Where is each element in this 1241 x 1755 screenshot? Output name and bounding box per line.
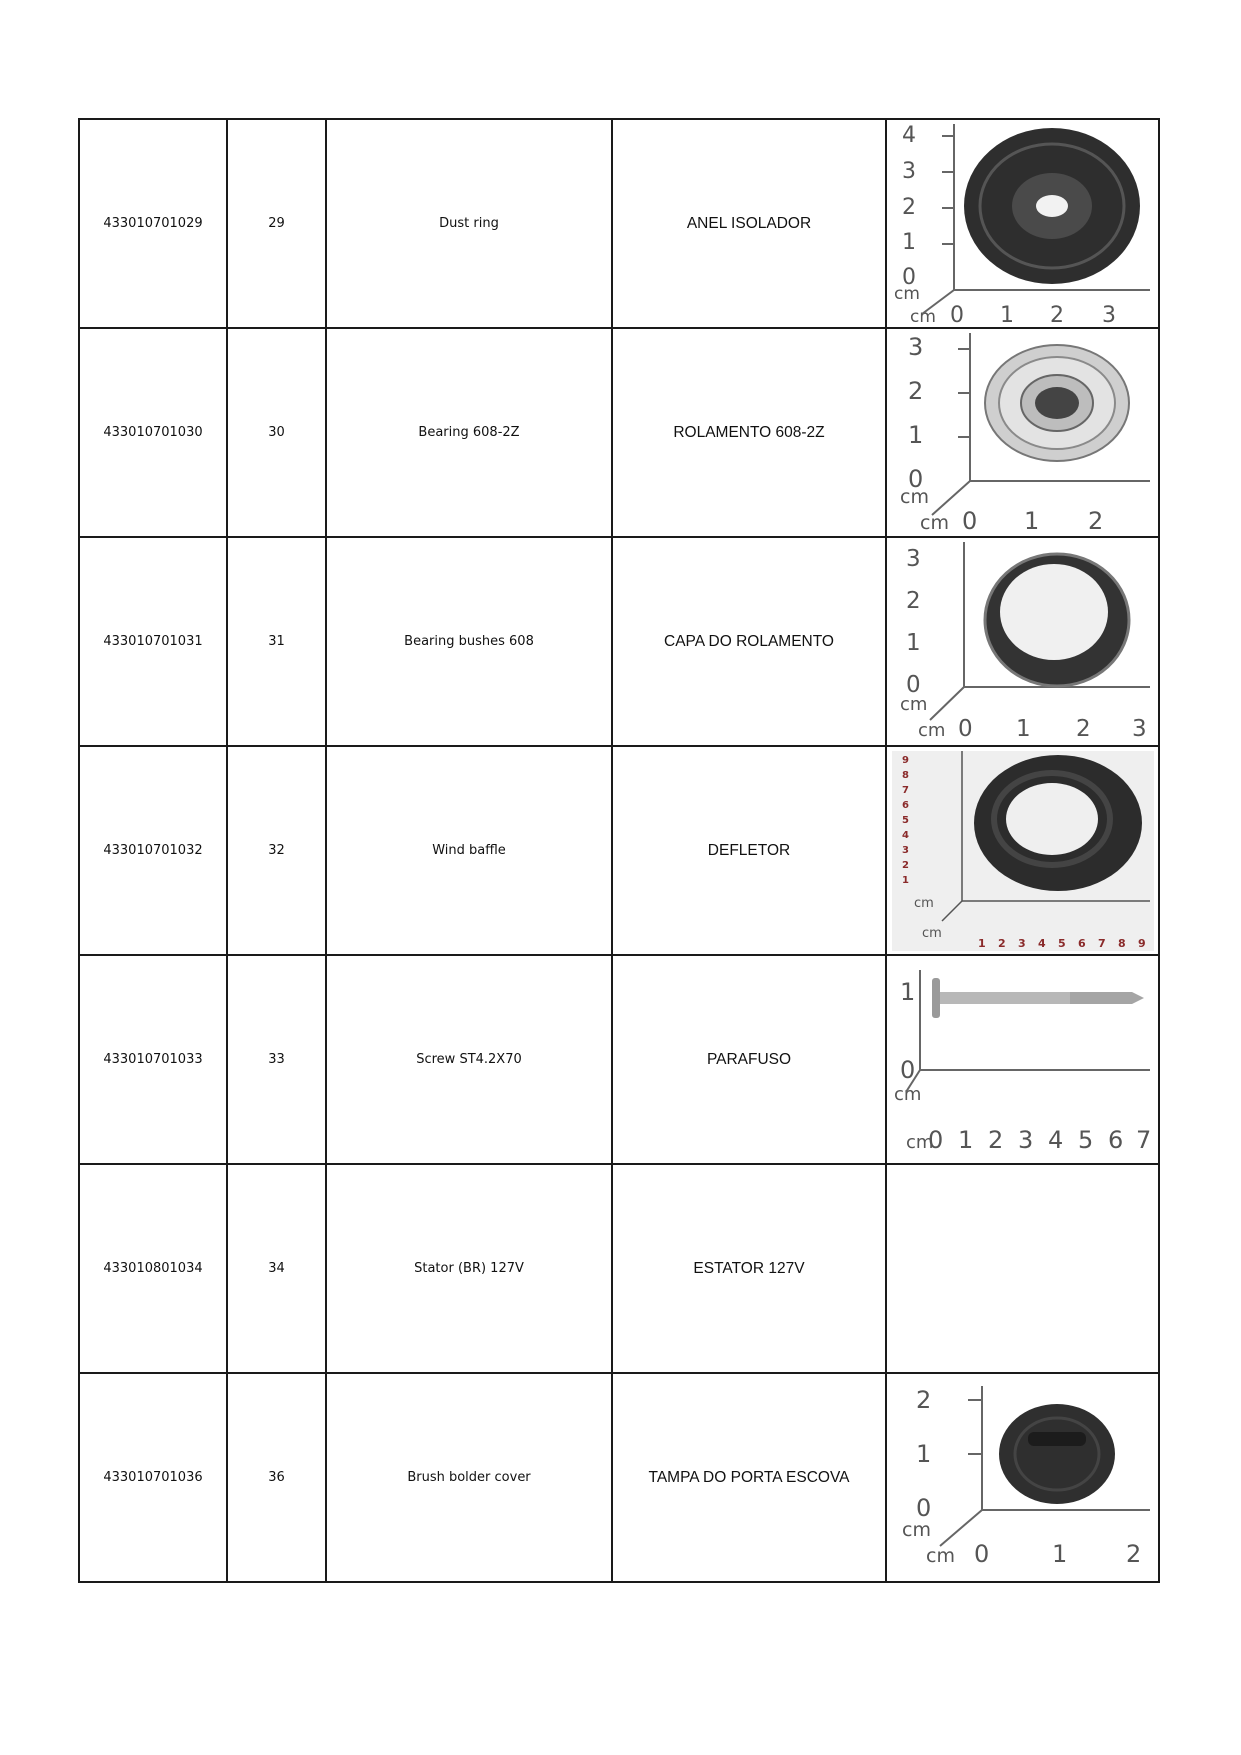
part-ref: 31 — [227, 537, 326, 746]
scale-label: 1 — [999, 302, 1014, 324]
scale-label: 1 — [1023, 506, 1039, 533]
scale-label: cm — [913, 895, 934, 911]
scale-label: 0 — [905, 671, 921, 698]
scale-label: 3 — [905, 545, 921, 572]
part-image-cell — [886, 537, 1159, 746]
scale-label: 0 — [957, 715, 973, 742]
part-code: 433010701029 — [79, 119, 227, 328]
scale-label: 4 — [901, 123, 916, 148]
table-row — [79, 955, 1159, 1164]
scale-label: 1 — [1051, 1539, 1067, 1568]
scale-label: 0 — [899, 1055, 915, 1084]
bearing-bush-photo-icon — [892, 542, 1154, 742]
scale-label: cm — [909, 306, 936, 324]
table-row — [79, 328, 1159, 537]
scale-label: 4 — [1037, 936, 1046, 950]
scale-label: cm — [925, 1544, 955, 1567]
screw-photo-icon — [892, 960, 1154, 1160]
scale-label: 2 — [901, 194, 916, 220]
scale-label: 3 — [907, 332, 923, 361]
part-ref: 30 — [227, 328, 326, 537]
scale-label: 1 — [901, 229, 916, 255]
scale-label: 0 — [961, 506, 977, 533]
dust-ring-photo-icon — [892, 124, 1154, 324]
scale-label: 6 — [1107, 1125, 1123, 1154]
scale-label: 3 — [1131, 715, 1147, 742]
part-name-en: Brush bolder cover — [326, 1373, 612, 1582]
table-row — [79, 119, 1159, 328]
scale-label: 2 — [1075, 715, 1091, 742]
part-image-cell — [886, 328, 1159, 537]
part-name-en: Stator (BR) 127V — [326, 1164, 612, 1373]
part-image-cell-empty — [886, 1164, 1159, 1373]
table-row — [79, 537, 1159, 746]
scale-label: 9 — [1137, 936, 1146, 950]
brush-holder-cover-photo-icon — [892, 1378, 1154, 1578]
part-image-cell — [886, 119, 1159, 328]
part-code: 433010801034 — [79, 1164, 227, 1373]
wind-baffle-photo-icon — [892, 751, 1154, 951]
scale-label: 7 — [901, 784, 909, 796]
scale-label: 0 — [927, 1125, 943, 1154]
scale-label: 0 — [915, 1493, 931, 1522]
scale-label: 3 — [1101, 302, 1116, 324]
part-code: 433010701032 — [79, 746, 227, 955]
part-ref: 33 — [227, 955, 326, 1164]
part-name-pt: DEFLETOR — [612, 746, 886, 955]
scale-label: 2 — [907, 376, 923, 405]
part-name-pt: ESTATOR 127V — [612, 1164, 886, 1373]
scale-label: 3 — [1017, 936, 1026, 950]
scale-label: 0 — [907, 464, 923, 493]
part-code: 433010701036 — [79, 1373, 227, 1582]
part-ref: 32 — [227, 746, 326, 955]
scale-label: 6 — [1077, 936, 1086, 950]
scale-label: 2 — [997, 936, 1006, 950]
scale-label: 1 — [899, 977, 915, 1006]
part-name-pt: TAMPA DO PORTA ESCOVA — [612, 1373, 886, 1582]
part-name-pt: ROLAMENTO 608-2Z — [612, 328, 886, 537]
scale-label: 1 — [901, 874, 909, 886]
part-code: 433010701033 — [79, 955, 227, 1164]
scale-label: 8 — [1117, 936, 1126, 950]
scale-label: 0 — [901, 264, 916, 290]
part-ref: 36 — [227, 1373, 326, 1582]
scale-label: cm — [921, 925, 942, 941]
scale-label: 2 — [1125, 1539, 1141, 1568]
part-name-pt: PARAFUSO — [612, 955, 886, 1164]
scale-label: cm — [899, 485, 929, 508]
scale-label: 5 — [1057, 936, 1066, 950]
scale-label: 2 — [1049, 302, 1064, 324]
scale-label: 1 — [1015, 715, 1031, 742]
scale-label: 3 — [1017, 1125, 1033, 1154]
scale-label: 4 — [901, 829, 909, 841]
part-ref: 29 — [227, 119, 326, 328]
scale-label: cm — [893, 1083, 921, 1105]
part-code: 433010701030 — [79, 328, 227, 537]
scale-label: 5 — [901, 814, 909, 826]
scale-label: 7 — [1097, 936, 1106, 950]
part-name-en: Screw ST4.2X70 — [326, 955, 612, 1164]
part-code: 433010701031 — [79, 537, 227, 746]
scale-label: 3 — [901, 158, 916, 184]
part-name-en: Wind baffle — [326, 746, 612, 955]
scale-label: 6 — [901, 799, 909, 811]
part-name-en: Dust ring — [326, 119, 612, 328]
scale-label: cm — [899, 693, 927, 715]
scale-label: cm — [893, 283, 920, 304]
table-row — [79, 746, 1159, 955]
scale-label: cm — [901, 1518, 931, 1541]
scale-label: 8 — [901, 769, 909, 781]
part-ref: 34 — [227, 1164, 326, 1373]
scale-label: 2 — [987, 1125, 1003, 1154]
part-image-cell — [886, 955, 1159, 1164]
part-name-pt: ANEL ISOLADOR — [612, 119, 886, 328]
scale-label: cm — [917, 719, 945, 741]
scale-label: cm — [919, 511, 949, 533]
scale-label: 5 — [1077, 1125, 1093, 1154]
scale-label: 0 — [973, 1539, 989, 1568]
scale-label: 0 — [949, 302, 964, 324]
parts-table — [78, 118, 1160, 1583]
part-name-en: Bearing 608-2Z — [326, 328, 612, 537]
scale-label: 2 — [901, 859, 909, 871]
table-row — [79, 1373, 1159, 1582]
part-name-pt: CAPA DO ROLAMENTO — [612, 537, 886, 746]
scale-label: 1 — [907, 420, 923, 449]
scale-label: 1 — [977, 936, 986, 950]
scale-label: 3 — [901, 844, 909, 856]
scale-label: 4 — [1047, 1125, 1063, 1154]
scale-label: 2 — [1087, 506, 1103, 533]
scale-label: 7 — [1135, 1125, 1151, 1154]
part-image-cell — [886, 1373, 1159, 1582]
scale-label: 1 — [957, 1125, 973, 1154]
table-row — [79, 1164, 1159, 1373]
scale-label: 1 — [915, 1439, 931, 1468]
part-image-cell — [886, 746, 1159, 955]
scale-label: 2 — [915, 1385, 931, 1414]
scale-label: 1 — [905, 629, 921, 656]
scale-label: 9 — [901, 754, 909, 766]
part-name-en: Bearing bushes 608 — [326, 537, 612, 746]
scale-label: 2 — [905, 587, 921, 614]
scale-label: cm — [905, 1131, 933, 1153]
bearing-photo-icon — [892, 333, 1154, 533]
